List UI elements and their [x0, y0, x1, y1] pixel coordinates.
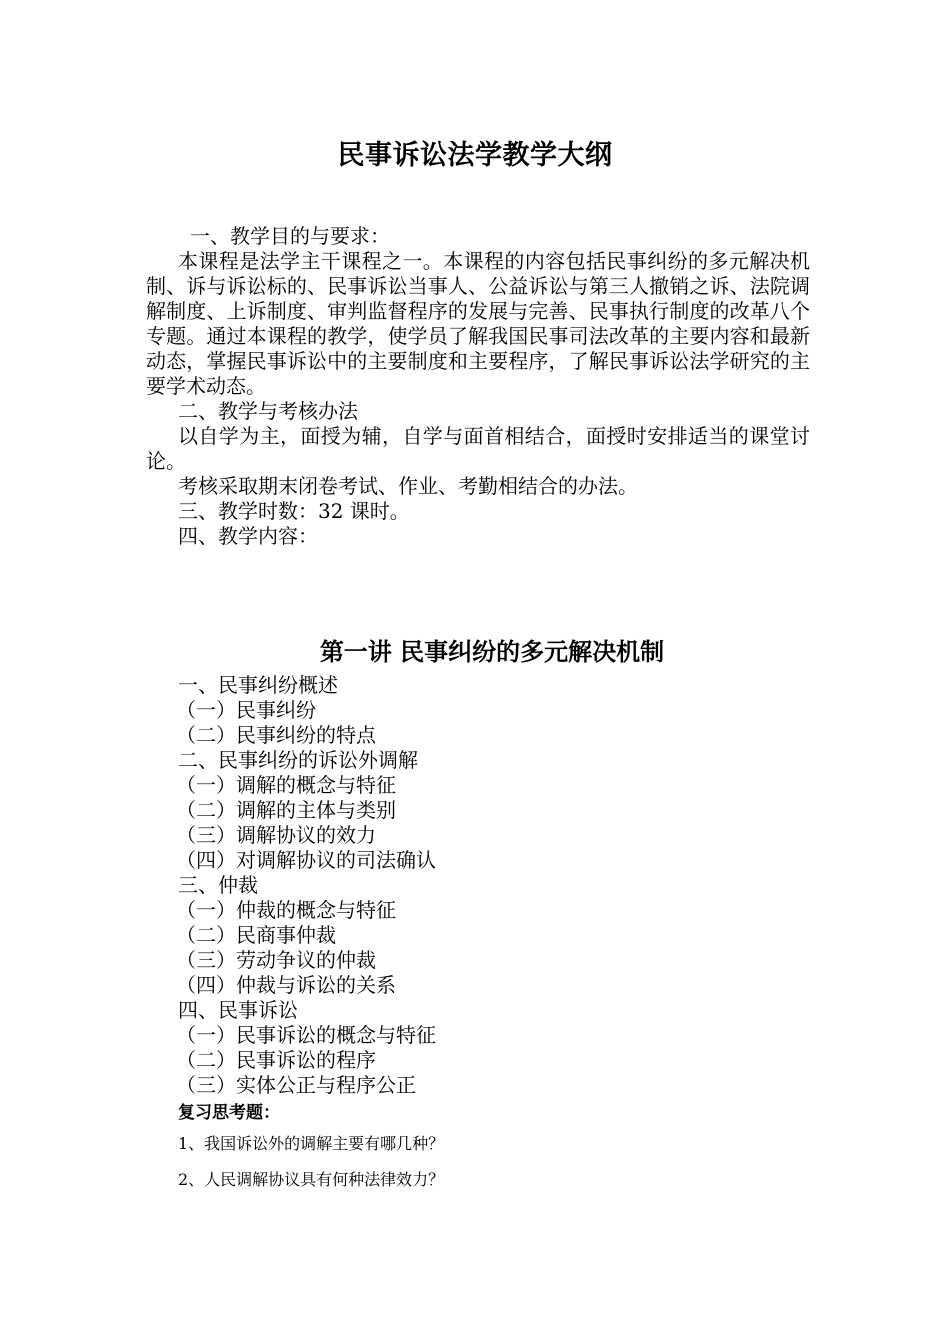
content-heading: 四、教学内容：: [178, 524, 318, 548]
method-paragraph: 以自学为主，面授为辅，自学与面首相结合，面授时安排适当的课堂讨论。: [146, 424, 810, 473]
objective-paragraph: 本课程是法学主干课程之一。本课程的内容包括民事纠纷的多元解决机制、诉与诉讼标的、民事诉讼当事人、公益诉讼与第三人撤销之诉、法院调解制度、上诉制度、审判监督程序的发展与完善、民事执行制度的改革八个专题。通过本课程的教学，使学员了解我国民事司法改革的主要内容和最新动态，掌握民事诉讼中的主要制度和主要程序，了解民事诉讼法学研究的主要学术动态。: [146, 249, 810, 398]
outline-item: （二）民事诉讼的程序: [176, 1048, 376, 1072]
outline-item: （一）民事纠纷: [176, 698, 316, 722]
method-heading: 二、教学与考核办法: [178, 399, 358, 423]
outline-item: （一）民事诉讼的概念与特征: [176, 1023, 436, 1047]
outline-item: （四）对调解协议的司法确认: [176, 848, 436, 872]
outline-item: （三）实体公正与程序公正: [176, 1073, 416, 1097]
outline-item: 一、民事纠纷概述: [178, 673, 338, 697]
outline-item: （三）调解协议的效力: [176, 823, 376, 847]
review-questions-heading: 复习思考题：: [178, 1103, 280, 1123]
document-title: 民事诉讼法学教学大纲: [337, 140, 613, 171]
hours-paragraph: 三、教学时数：32 课时。: [178, 499, 410, 523]
outline-item: （二）调解的主体与类别: [176, 798, 396, 822]
outline-item: （二）民商事仲裁: [176, 923, 336, 947]
lecture-outline: [178, 673, 436, 1098]
outline-item: 四、民事诉讼: [178, 998, 298, 1022]
outline-item: （三）劳动争议的仲裁: [176, 948, 376, 972]
outline-item: （一）仲裁的概念与特征: [176, 898, 396, 922]
outline-item: 二、民事纠纷的诉讼外调解: [178, 748, 418, 772]
review-question: 2、人民调解协议具有何种法律效力？: [178, 1170, 445, 1189]
outline-item: 三、仲裁: [178, 873, 258, 897]
objective-heading: 一、教学目的与要求：: [190, 224, 390, 248]
review-question: 1、我国诉讼外的调解主要有哪几种？: [178, 1134, 445, 1153]
exam-paragraph: 考核采取期末闭卷考试、作业、考勤相结合的办法。: [178, 474, 638, 498]
outline-item: （一）调解的概念与特征: [176, 773, 396, 797]
outline-item: （四）仲裁与诉讼的关系: [176, 973, 396, 997]
outline-item: （二）民事纠纷的特点: [176, 723, 376, 747]
lecture-title: 第一讲 民事纠纷的多元解决机制: [319, 637, 665, 666]
syllabus-intro: [146, 224, 810, 549]
